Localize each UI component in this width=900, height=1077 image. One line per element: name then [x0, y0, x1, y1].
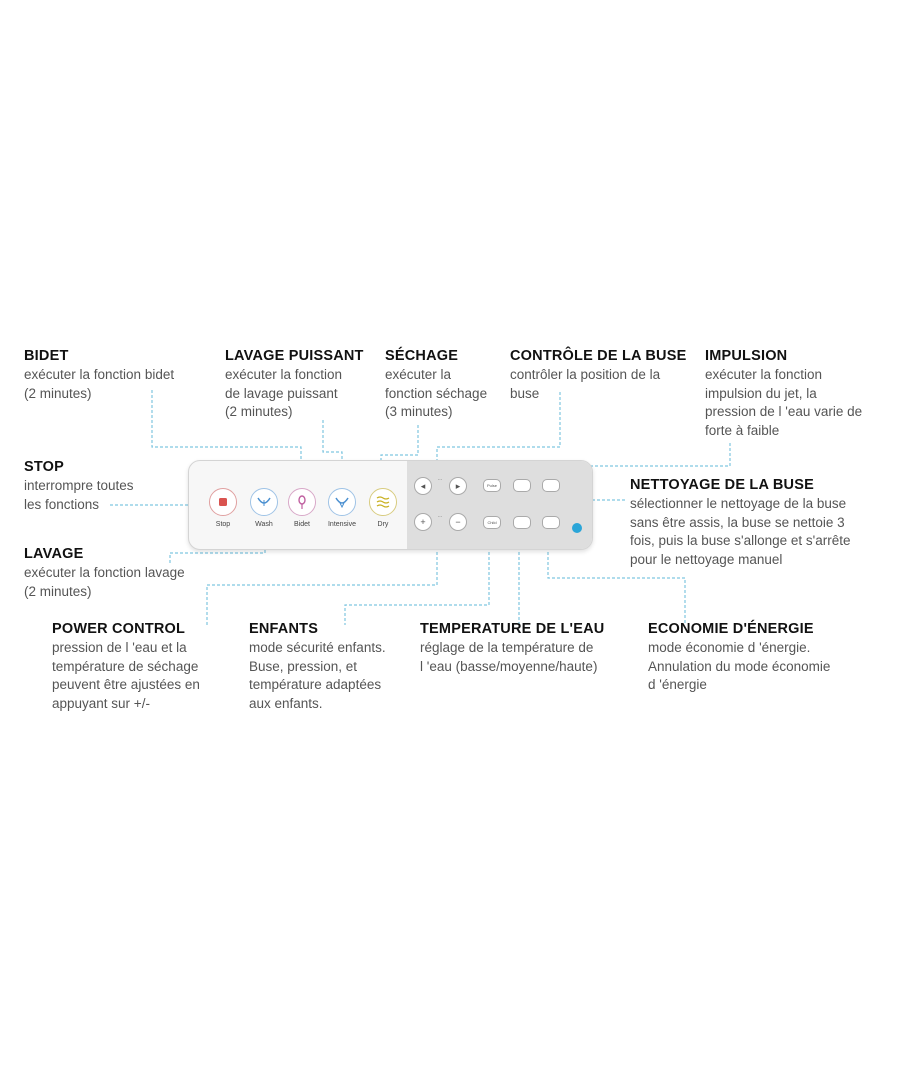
impulsion-desc: exécuter la fonction impulsion du jet, la pression de l 'eau varie de forte à faible: [705, 367, 863, 438]
temperature-desc: réglage de la température de l 'eau (basse/moyenne/haute): [420, 640, 598, 674]
stop-icon: [215, 494, 231, 510]
status-light: [572, 523, 582, 533]
dry-button[interactable]: [369, 488, 397, 516]
sechage-title: SÉCHAGE: [385, 348, 459, 364]
controle-buse-desc: contrôler la position de la buse: [510, 367, 661, 401]
economie-desc: mode économie d 'énergie. Annulation du mode économie d 'énergie: [648, 640, 831, 692]
arrow-left-icon: ◂: [420, 481, 426, 491]
wash-icon: [256, 494, 272, 510]
enfants-title: ENFANTS: [249, 621, 319, 637]
intensive-button[interactable]: [328, 488, 356, 516]
pulse-label: Pulse: [486, 483, 497, 488]
annotation-enfants: [249, 621, 386, 713]
nozzle-label: ···: [437, 477, 443, 483]
child-button[interactable]: [483, 516, 501, 529]
impulsion-title: IMPULSION: [705, 348, 788, 364]
lavage-title: LAVAGE: [24, 546, 84, 562]
enfants-desc: mode sécurité enfants. Buse, pression, et température adaptées aux enfants.: [249, 640, 386, 711]
bidet-title: BIDET: [24, 348, 69, 364]
lavage-puissant-title: LAVAGE PUISSANT: [225, 348, 364, 364]
seat-temp-button[interactable]: [513, 479, 531, 492]
stop-title: STOP: [24, 459, 65, 475]
minus-icon: −: [455, 517, 461, 527]
remote-control: [188, 460, 593, 550]
bidet-label: Bidet: [294, 521, 310, 528]
arrow-right-icon: ▸: [455, 481, 461, 491]
dry-icon: [375, 494, 391, 510]
stop-desc: interrompre toutes les fonctions: [24, 478, 134, 512]
nozzle-clean-button[interactable]: [542, 479, 560, 492]
lavage-puissant-desc: exécuter la fonction de lavage puissant (2 minutes): [225, 367, 343, 419]
annotation-controle-buse: [510, 348, 686, 403]
power-minus-button[interactable]: [449, 513, 467, 531]
power-plus-button[interactable]: [414, 513, 432, 531]
bidet-desc: exécuter la fonction bidet (2 minutes): [24, 367, 175, 401]
remote-right-panel: [407, 461, 592, 549]
controle-buse-title: CONTRÔLE DE LA BUSE: [510, 348, 687, 364]
bidet-button[interactable]: [288, 488, 316, 516]
pulse-button[interactable]: [483, 479, 501, 492]
wash-button[interactable]: [250, 488, 278, 516]
energy-save-button[interactable]: [542, 516, 560, 529]
annotation-lavage-puissant: [225, 348, 364, 422]
annotation-bidet: [24, 348, 174, 403]
power-label: ···: [437, 514, 443, 520]
economie-title: ECONOMIE D'ÉNERGIE: [648, 621, 814, 637]
nettoyage-title: NETTOYAGE DE LA BUSE: [630, 477, 814, 493]
bidet-icon: [294, 494, 310, 510]
annotation-lavage: [24, 546, 185, 601]
annotation-temperature: [420, 621, 604, 676]
temperature-title: TEMPERATURE DE L'EAU: [420, 621, 605, 637]
wash-label: Wash: [255, 521, 273, 528]
child-label: Child: [487, 520, 497, 525]
water-temp-button[interactable]: [513, 516, 531, 529]
annotation-stop: [24, 459, 134, 514]
dry-label: Dry: [377, 521, 389, 528]
annotation-economie: [648, 621, 830, 695]
power-control-desc: pression de l 'eau et la température de séchage peuvent être ajustées en appuyant sur +/-: [52, 640, 200, 711]
annotation-nettoyage: [630, 477, 851, 569]
nozzle-forward-button[interactable]: [449, 477, 467, 495]
sechage-desc: exécuter la fonction séchage (3 minutes): [385, 367, 488, 419]
plus-icon: +: [420, 517, 426, 527]
annotation-impulsion: [705, 348, 862, 440]
intensive-label: Intensive: [327, 521, 357, 528]
stop-button[interactable]: [209, 488, 237, 516]
nozzle-back-button[interactable]: [414, 477, 432, 495]
lavage-desc: exécuter la fonction lavage (2 minutes): [24, 565, 185, 599]
intensive-icon: [334, 494, 350, 510]
annotation-power-control: [52, 621, 200, 713]
stop-label: Stop: [215, 521, 231, 528]
nettoyage-desc: sélectionner le nettoyage de la buse sans être assis, la buse se nettoie 3 fois, puis la buse s'allonge et s'arrête pour le nettoyage manuel: [630, 496, 851, 567]
annotation-sechage: [385, 348, 487, 422]
power-control-title: POWER CONTROL: [52, 621, 186, 637]
